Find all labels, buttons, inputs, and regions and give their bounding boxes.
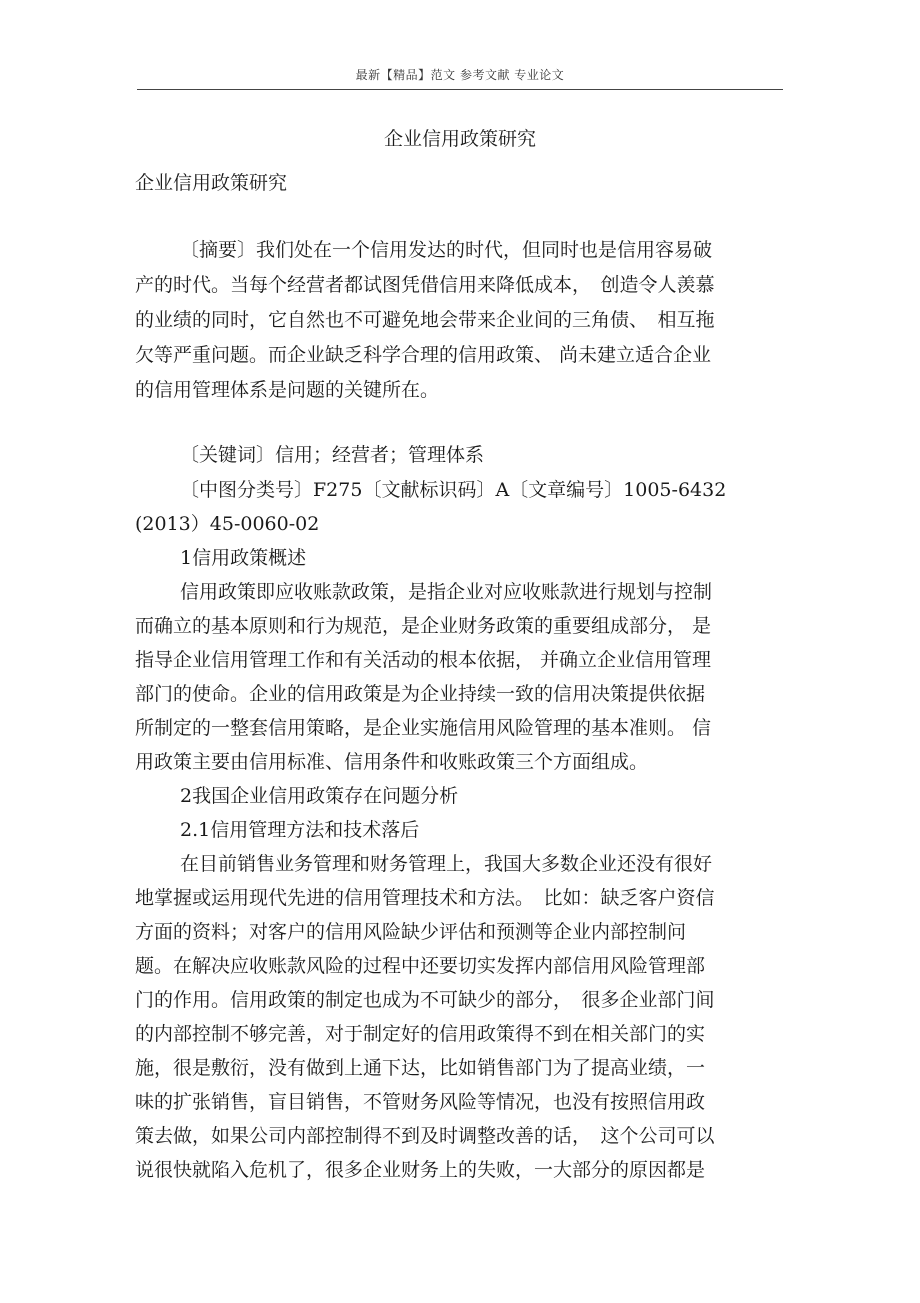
paragraph-line: 的内部控制不够完善，对于制定好的信用政策得不到在相关部门的实 [135,1023,706,1045]
paragraph-line: 在目前销售业务管理和财务管理上，我国大多数企业还没有很好 [180,853,713,875]
paragraph-line: 地掌握或运用现代先进的信用管理技术和方法。 比如：缺乏客户资信 [135,887,715,909]
paragraph-line: 门的作用。信用政策的制定也成为不可缺少的部分， 很多企业部门间 [135,989,715,1011]
keywords-line: 〔关键词〕信用；经营者；管理体系 [180,444,485,466]
subsection-heading: 2.1信用管理方法和技术落后 [180,819,420,841]
paragraph-line: 方面的资料；对客户的信用风险缺少评估和预测等企业内部控制问 [135,921,687,943]
paragraph-line: 味的扩张销售，盲目销售，不管财务风险等情况，也没有按照信用政 [135,1091,706,1113]
abstract-line: 〔摘要〕我们处在一个信用发达的时代，但同时也是信用容易破 [180,239,713,261]
header-text: 最新【精品】范文 参考文献 专业论文 [355,68,565,82]
classification-line: 〔中图分类号〕F275〔文献标识码〕A〔文章编号〕1005-6432 [180,479,727,501]
document-subtitle: 企业信用政策研究 [135,172,288,194]
section-heading: 2我国企业信用政策存在问题分析 [180,785,459,807]
classification-line: (2013）45-0060-02 [135,513,320,535]
section-heading: 1信用政策概述 [180,547,307,569]
paragraph-line: 说很快就陷入危机了，很多企业财务上的失败，一大部分的原因都是 [135,1159,706,1181]
paragraph-line: 策去做，如果公司内部控制得不到及时调整改善的话， 这个公司可以 [135,1125,715,1147]
document-title: 企业信用政策研究 [383,128,536,150]
paragraph-line: 信用政策即应收账款政策，是指企业对应收账款进行规划与控制 [180,581,713,603]
header-divider [137,89,783,90]
paragraph-line: 所制定的一整套信用策略，是企业实施信用风险管理的基本准则。 信 [135,717,712,739]
abstract-line: 产的时代。当每个经营者都试图凭借信用来降低成本， 创造令人羡慕 [135,274,715,296]
abstract-line: 的业绩的同时，它自然也不可避免地会带来企业间的三角债、 相互拖 [135,309,715,331]
paragraph-line: 施，很是敷衍，没有做到上通下达，比如销售部门为了提高业绩，一 [135,1057,706,1079]
paragraph-line: 指导企业信用管理工作和有关活动的根本依据， 并确立企业信用管理 [135,649,712,671]
abstract-line: 欠等严重问题。而企业缺乏科学合理的信用政策、 尚未建立适合企业 [135,344,712,366]
paragraph-line: 用政策主要由信用标准、信用条件和收账政策三个方面组成。 [135,751,649,773]
paragraph-line: 部门的使命。企业的信用政策是为企业持续一致的信用决策提供依据 [135,683,706,705]
abstract-line: 的信用管理体系是问题的关键所在。 [135,379,440,401]
paragraph-line: 而确立的基本原则和行为规范，是企业财务政策的重要组成部分， 是 [135,615,712,637]
paragraph-line: 题。在解决应收账款风险的过程中还要切实发挥内部信用风险管理部 [135,955,706,977]
